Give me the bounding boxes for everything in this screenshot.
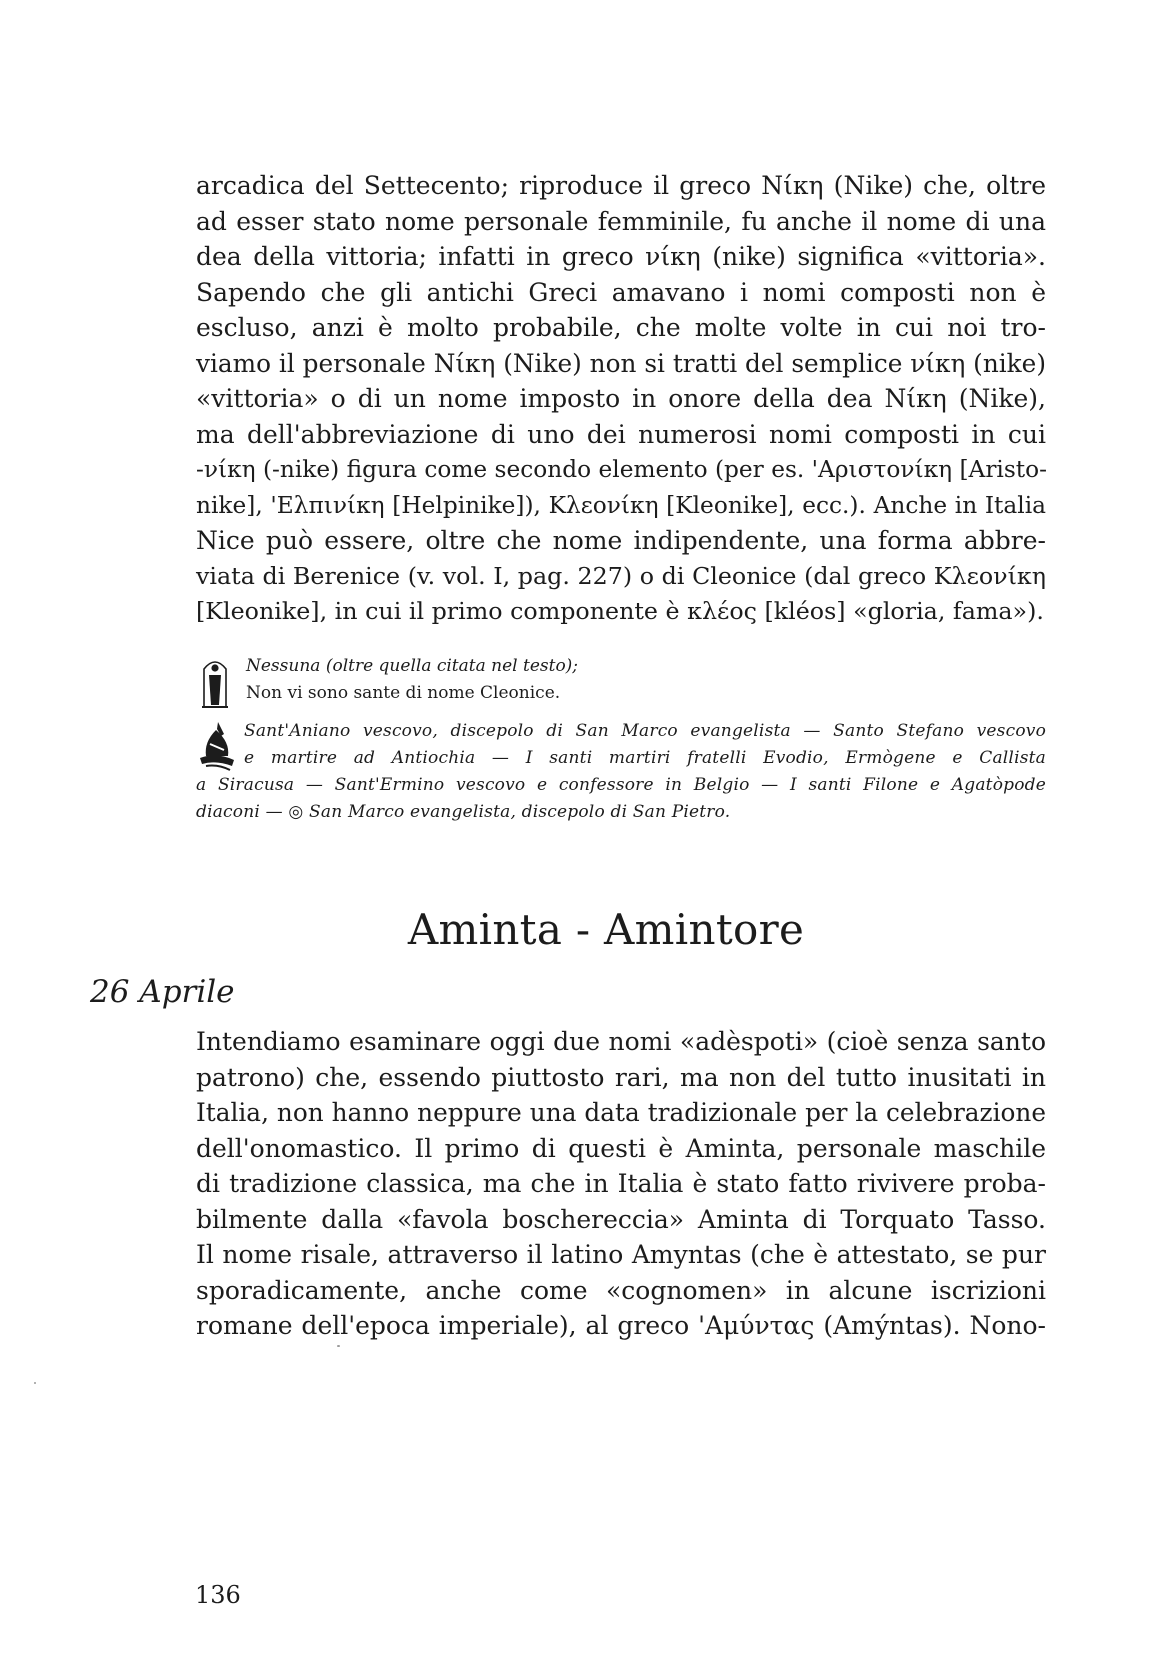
text-line: arcadica del Settecento; riproduce il greco Νίκη (Nike) che, oltre xyxy=(196,171,1046,200)
paper-speck xyxy=(337,1345,340,1347)
text-line: Nice può essere, oltre che nome indipendente, una forma abbre- xyxy=(196,526,1046,555)
text-line: Intendiamo esaminare oggi due nomi «adèspoti» (cioè senza santo xyxy=(196,1027,1046,1056)
note-line: a Siracusa — Sant'Ermino vescovo e confessore in Belgio — I santi Filone e Agatòpode xyxy=(196,775,1046,795)
saint-figure-icon xyxy=(200,653,230,708)
text-line: di tradizione classica, ma che in Italia è stato fatto rivivere proba- xyxy=(196,1169,1046,1198)
top-paragraph xyxy=(196,168,1046,630)
note-line: diaconi — ◎ San Marco evangelista, discepolo di San Pietro. xyxy=(196,802,731,822)
saints-note xyxy=(196,718,1046,826)
text-line: sporadicamente, anche come «cognomen» in alcune iscrizioni xyxy=(196,1275,1046,1305)
note-line: e martire ad Antiochia — I santi martiri fratelli Evodio, Ermògene e Callista xyxy=(244,748,1046,768)
text-line: Il nome risale, attraverso il latino Amyntas (che è attestato, se pur xyxy=(196,1240,1046,1269)
note-line: Non vi sono sante di nome Cleonice. xyxy=(246,683,561,703)
text-line: «vittoria» o di un nome imposto in onore della dea Νίκη (Nike), xyxy=(196,384,1046,413)
text-line: bilmente dalla «favola boschereccia» Aminta di Torquato Tasso. xyxy=(196,1204,1046,1234)
paper-speck xyxy=(34,1382,36,1384)
text-line: -νίκη (-nike) figura come secondo elemento (per es. 'Αριστονίκη [Aristo- xyxy=(196,456,1047,483)
note-line: Nessuna (oltre quella citata nel testo); xyxy=(246,656,579,676)
section-date: 26 Aprile xyxy=(90,974,235,1010)
page-number: 136 xyxy=(195,1581,241,1609)
bottom-paragraph xyxy=(196,1024,1046,1344)
text-line: patrono) che, essendo piuttosto rari, ma non del tutto inusitati in xyxy=(196,1062,1046,1092)
text-line: escluso, anzi è molto probabile, che molte volte in cui noi tro- xyxy=(196,313,1046,342)
section-title: Aminta - Amintore xyxy=(407,905,805,954)
text-line: [Kleonike], in cui il primo componente è κλέος [kléos] «gloria, fama»). xyxy=(196,597,1044,625)
name-days-note xyxy=(246,653,846,707)
text-line: nike], 'Ελπινίκη [Helpinike]), Κλεονίκη [Kleonike], ecc.). Anche in Italia xyxy=(196,491,1046,519)
text-line: viata di Berenice (v. vol. I, pag. 227) o di Cleonice (dal greco Κλεονίκη xyxy=(196,561,1046,590)
text-line: ma dell'abbreviazione di uno dei numerosi nomi composti in cui xyxy=(196,419,1046,449)
text-line: viamo il personale Νίκη (Nike) non si tratti del semplice νίκη (nike) xyxy=(196,348,1046,378)
text-line: dea della vittoria; infatti in greco νίκη (nike) significa «vittoria». xyxy=(196,242,1046,271)
text-line: romane dell'epoca imperiale), al greco 'Αμύντας (Amýntas). Nono- xyxy=(196,1311,1046,1340)
text-line: Italia, non hanno neppure una data tradizionale per la celebrazione xyxy=(196,1098,1046,1127)
text-line: dell'onomastico. Il primo di questi è Aminta, personale maschile xyxy=(196,1133,1046,1163)
text-line: ad esser stato nome personale femminile, fu anche il nome di una xyxy=(196,206,1046,236)
text-line: Sapendo che gli antichi Greci amavano i nomi composti non è xyxy=(196,277,1046,307)
note-line: Sant'Aniano vescovo, discepolo di San Marco evangelista — Santo Stefano vescovo xyxy=(244,721,1046,741)
